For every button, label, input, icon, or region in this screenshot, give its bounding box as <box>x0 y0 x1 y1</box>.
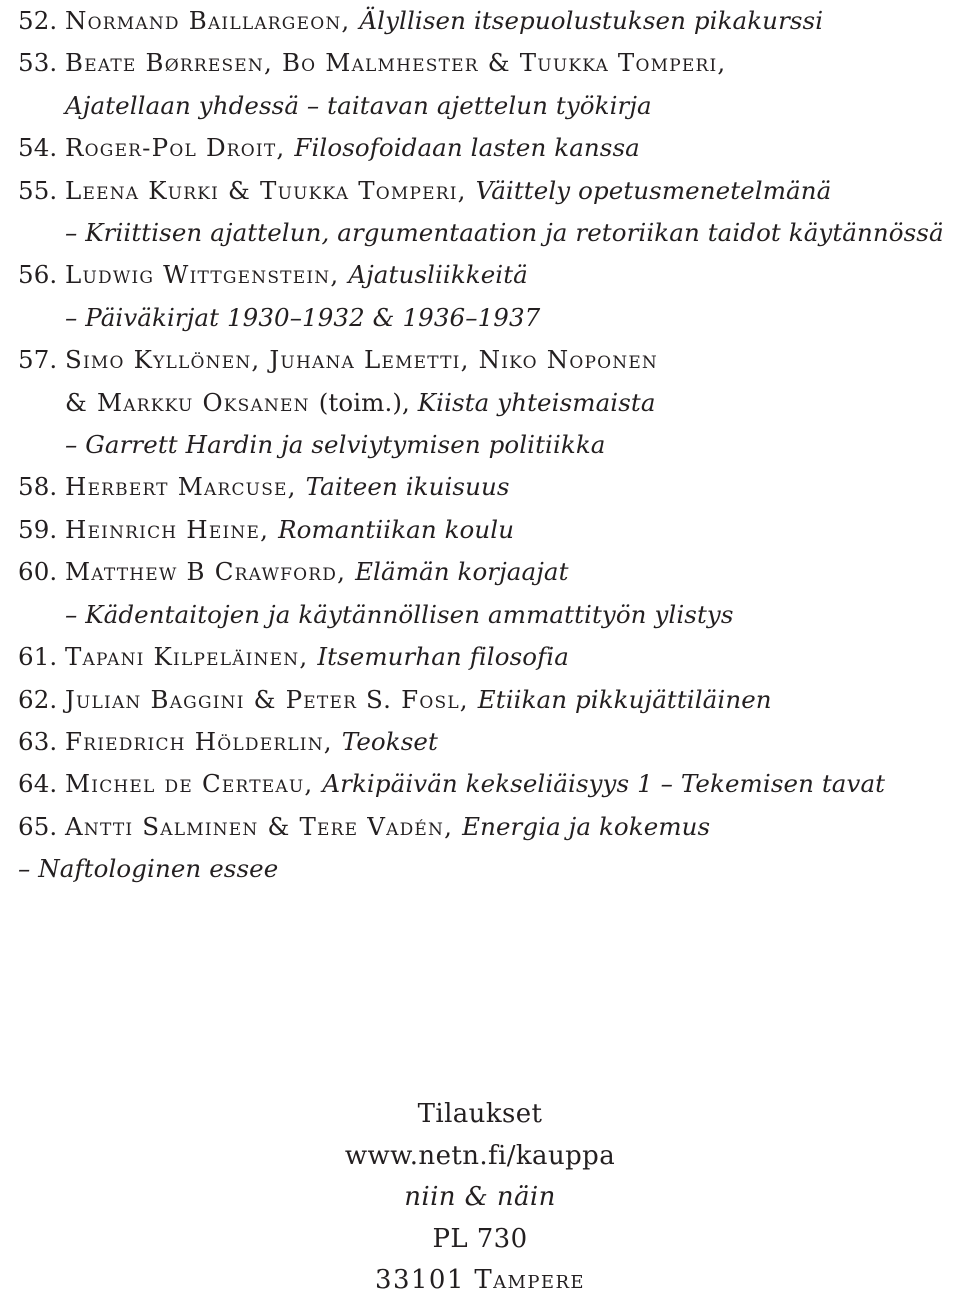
entry-number: 62. <box>18 684 58 714</box>
series-entry <box>18 339 958 466</box>
entry-title: Kiista yhteismaista <box>417 387 656 417</box>
entry-line <box>65 721 958 763</box>
series-entry <box>18 679 958 721</box>
entry-text <box>65 636 958 678</box>
entry-line <box>65 424 958 466</box>
entry-line <box>65 297 958 339</box>
entry-line <box>65 509 958 551</box>
po-box: PL 730 <box>432 1223 528 1254</box>
entry-line <box>65 339 958 381</box>
entry-number: 54. <box>18 133 58 163</box>
entry-author: Leena Kurki & Tuukka Tomperi, <box>65 175 476 205</box>
entry-title: Arkipäivän kekseliäisyys 1 – Tekemisen tavat <box>322 769 886 799</box>
entry-title: – Naftologinen essee <box>18 854 279 884</box>
entry-author: & Markku Oksanen <box>65 387 319 417</box>
entry-text <box>65 0 958 42</box>
entry-number: 59. <box>18 514 58 544</box>
series-entry <box>18 254 958 339</box>
entry-author: Heinrich Heine, <box>65 514 279 544</box>
entry-author: Normand Baillargeon, <box>65 6 360 35</box>
entry-text <box>65 551 958 636</box>
entry-title: Energia ja kokemus <box>462 811 711 841</box>
entry-title: Älyllisen itsepuolustuksen pikakurssi <box>359 6 824 35</box>
entry-text <box>65 339 958 466</box>
entry-title: Elämän korjaajat <box>355 557 569 587</box>
entry-text <box>65 42 958 127</box>
entry-number: 61. <box>18 642 58 672</box>
entry-line <box>65 254 958 296</box>
ordering-heading: Tilaukset <box>417 1099 543 1129</box>
series-entry <box>18 636 958 678</box>
series-entry <box>18 806 958 891</box>
entry-text <box>65 763 958 805</box>
series-entry <box>18 170 958 255</box>
entry-title: Ajatusliikkeitä <box>348 260 528 290</box>
entry-author: Simo Kyllönen, Juhana Lemetti, Niko Noponen <box>65 345 659 375</box>
entry-title: – Kriittisen ajattelun, argumentaation ja retoriikan taidot käytännössä <box>65 218 944 248</box>
series-entry <box>18 127 958 169</box>
series-entry <box>18 466 958 508</box>
entry-line <box>65 170 958 212</box>
entry-title: – Kädentaitojen ja käytännöllisen ammattityön ylistys <box>65 599 734 629</box>
entry-line <box>65 466 958 508</box>
entry-author: Roger-Pol Droit, <box>65 133 295 163</box>
entry-text <box>65 127 958 169</box>
entry-title: Etiikan pikkujättiläinen <box>477 684 772 714</box>
entry-line <box>65 382 958 424</box>
entry-title: Itsemurhan filosofia <box>317 642 569 672</box>
publisher-name: niin & näin <box>404 1182 556 1212</box>
entry-line <box>65 212 958 254</box>
entry-number: 55. <box>18 175 58 205</box>
entry-title: Ajatellaan yhdessä – taitavan ajettelun työkirja <box>65 90 652 120</box>
entry-title: – Garrett Hardin ja selviytymisen politiikka <box>65 430 606 460</box>
entry-author: Matthew B Crawford, <box>65 557 356 587</box>
series-entry <box>18 0 958 42</box>
entry-line <box>18 848 958 890</box>
entry-text <box>65 466 958 508</box>
entry-title: Teokset <box>341 726 438 756</box>
entry-line <box>65 42 958 84</box>
entry-number: 58. <box>18 472 58 502</box>
entry-text <box>65 679 958 721</box>
entry-number: 60. <box>18 557 58 587</box>
entry-author: Michel de Certeau, <box>65 769 323 799</box>
entry-number: 57. <box>18 345 58 375</box>
entry-line <box>65 127 958 169</box>
entry-line <box>65 85 958 127</box>
entry-line <box>65 551 958 593</box>
entry-number: 65. <box>18 811 58 841</box>
entry-text <box>65 721 958 763</box>
entry-title: Romantiikan koulu <box>278 514 515 544</box>
entry-line <box>65 0 958 42</box>
entry-author: Antti Salminen & Tere Vadén, <box>65 811 463 841</box>
ordering-info <box>0 1094 960 1302</box>
series-entry <box>18 509 958 551</box>
entry-number: 64. <box>18 769 58 799</box>
postal-city: 33101 Tampere <box>375 1265 585 1295</box>
entry-text <box>65 254 958 339</box>
entry-number: 63. <box>18 726 58 756</box>
entry-line <box>65 806 958 848</box>
entry-number: 52. <box>18 6 58 35</box>
entry-text <box>65 509 958 551</box>
series-entry <box>18 763 958 805</box>
entry-line <box>65 679 958 721</box>
shop-url[interactable]: www.netn.fi/kauppa <box>344 1140 616 1171</box>
entry-line <box>65 594 958 636</box>
entry-author: Friedrich Hölderlin, <box>65 726 342 756</box>
entry-author: Julian Baggini & Peter S. Fosl, <box>65 684 478 714</box>
entry-line <box>65 763 958 805</box>
entry-author: Herbert Marcuse, <box>65 472 306 502</box>
entry-title: Filosofoidaan lasten kanssa <box>294 133 640 163</box>
entry-number: 53. <box>18 48 58 78</box>
entry-number: 56. <box>18 260 58 290</box>
series-entry <box>18 42 958 127</box>
entry-title: Väittely opetusmenetelmänä <box>475 175 832 205</box>
entry-author: Beate Børresen, Bo Malmhester & Tuukka Tomperi, <box>65 48 727 78</box>
entry-note: (toim.), <box>318 387 418 417</box>
entry-author: Ludwig Wittgenstein, <box>65 260 349 290</box>
entry-author: Tapani Kilpeläinen, <box>65 642 318 672</box>
entry-line <box>65 636 958 678</box>
entry-text <box>65 170 958 255</box>
entry-title: Taiteen ikuisuus <box>305 472 510 502</box>
book-series-list <box>18 0 958 891</box>
entry-title: – Päiväkirjat 1930–1932 & 1936–1937 <box>65 302 541 332</box>
series-entry <box>18 721 958 763</box>
series-entry <box>18 551 958 636</box>
